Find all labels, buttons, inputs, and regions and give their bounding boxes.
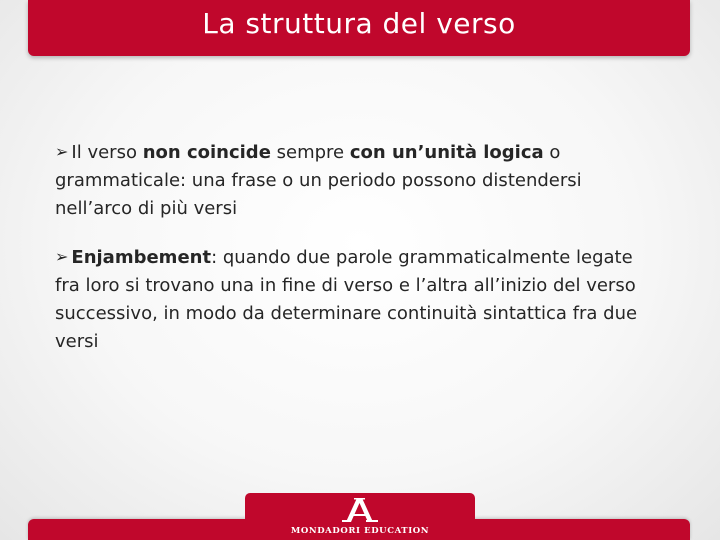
p1-seg-2: sempre <box>270 142 350 163</box>
paragraph-1 <box>55 138 655 223</box>
p2-seg-0: Enjambement <box>71 247 212 268</box>
arrow-bullet-icon: ➢ <box>55 247 69 266</box>
slide-content <box>55 138 655 376</box>
p1-seg-1: non coincide <box>142 142 271 163</box>
footer-logo <box>245 493 475 540</box>
arrow-bullet-icon: ➢ <box>55 142 69 161</box>
mondadori-a-logo-icon <box>340 497 380 523</box>
p1-seg-4: o grammaticale: una frase o un periodo possono distendersi nell’arco di più versi <box>55 142 582 219</box>
slide-title: La struttura del verso <box>202 7 516 40</box>
p2-seg-1: : quando due parole grammaticalmente legate fra loro si trovano una in fine di verso e l’altra all’inizio del verso successivo, in modo da determinare continuità sintattica fra due versi <box>55 247 638 352</box>
title-bar <box>28 0 690 56</box>
brand-name: MONDADORI EDUCATION <box>290 526 430 536</box>
p1-seg-3: con un’unità logica <box>349 142 544 163</box>
p1-seg-0: Il verso <box>71 142 143 163</box>
paragraph-2 <box>55 243 655 356</box>
